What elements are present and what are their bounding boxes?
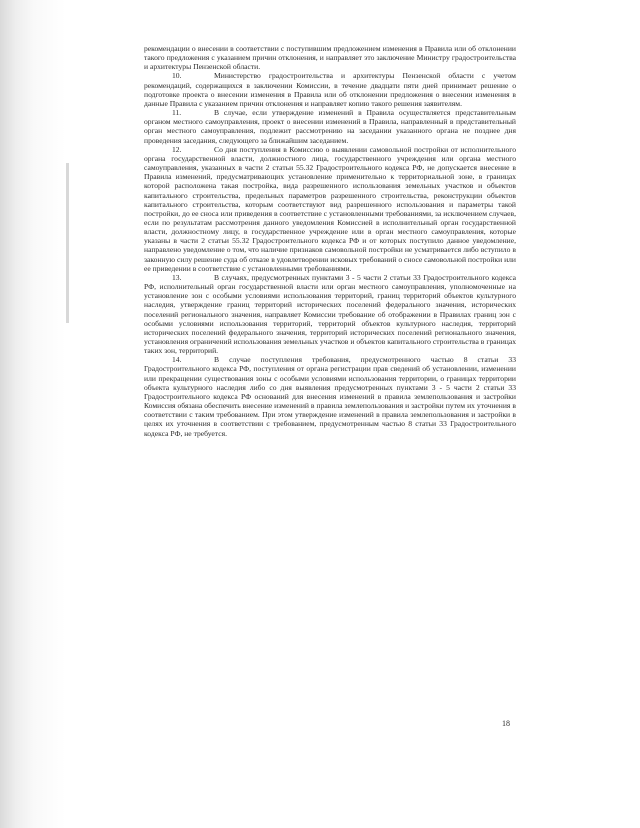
paragraph-11 xyxy=(144,108,516,145)
scan-left-edge-shadow xyxy=(0,0,66,828)
scan-binding-mark xyxy=(66,163,69,323)
document-page xyxy=(144,44,516,438)
paragraph-10 xyxy=(144,71,516,108)
paragraph-text: Министерство градостроительства и архитектуры Пензенской области с учетом рекомендаций, содержащихся в заключении Комиссии, в течение двадцати пяти дней принимает решение о подготовке проекта о внесении изменения в Правила или об отклонении предложения о внесении изменения в данные Правила с указанием причин отклонения и направляет копию такого решения заявителям. xyxy=(144,71,516,108)
intro-paragraph: рекомендации о внесении в соответствии с поступившим предложением изменения в Правила или об отклонении такого предложения с указанием причин отклонения, и направляет это заключение Министру градостроительства и архитектуры Пензенской области. xyxy=(144,44,516,72)
paragraph-text: В случае, если утверждение изменений в Правила осуществляется представительным органом местного самоуправления, проект о внесении изменений в Правила, направленный в представительный орган местного самоуправления, подлежит рассмотрению на заседании указанного органа не позднее дня проведения заседания, следующего за ближайшим заседанием. xyxy=(144,108,516,145)
paragraph-12 xyxy=(144,145,516,273)
paragraph-number: 13. xyxy=(172,272,182,282)
paragraph-text: В случаях, предусмотренных пунктами 3 - 5 части 2 статьи 33 Градостроительного кодекса РФ, исполнительный орган государственной власти или орган местного самоуправления, уполномоченные на установление зон с особыми условиями использования территорий, границ территорий объектов культурного наследия, утверждение границ территорий исторических поселений федерального значения, исторических поселений регионального значения, направляет Комиссии требование об отображении в Правилах границ зон с особыми условиями использования территорий, территорий объектов культурного наследия, территорий исторических поселений федерального значения, территорий исторических поселений регионального значения, установления ограничений использования земельных участков и объектов капитального строительства в границах таких зон, территорий. xyxy=(144,272,516,356)
paragraph-number: 10. xyxy=(172,71,182,81)
paragraph-text: В случае поступления требования, предусмотренного частью 8 статьи 33 Градостроительного кодекса РФ, поступления от органа регистрации прав сведений об установлении, изменении или прекращении существования зоны с особыми условиями использования территории, о границах территории объекта культурного наследия либо со дня выявления предусмотренных пунктами 3 - 5 части 2 статьи 33 Градостроительного кодекса РФ оснований для внесения изменений в правила землепользования и застройки Комиссия обязана обеспечить внесение изменений в правила землепользования и застройки путем их уточнения в соответствии с таким требованием. При этом утверждение изменений в правила землепользования и застройки в целях их уточнения в соответствии с требованием, предусмотренным частью 8 статьи 33 Градостроительного кодекса РФ, не требуется. xyxy=(144,355,516,438)
paragraph-number: 12. xyxy=(172,144,182,154)
paragraph-13 xyxy=(144,273,516,355)
paragraph-number: 14. xyxy=(172,355,182,365)
paragraph-text: Со дня поступления в Комиссию о выявлении самовольной постройки от исполнительного органа государственной власти, должностного лица, государственного учреждения или органа местного самоуправления, указанных в части 2 статьи 55.32 Градостроительного кодекса РФ, не допускается внесение в Правила изменений, предусматривающих установление применительно к территориальной зоне, в границах которой расположена такая постройка, вида разрешенного использования земельных участков и объектов капитального строительства, предельных параметров разрешенного строительства, реконструкции объектов капитального строительства, которым соответствуют вид разрешенного использования и параметры такой постройки, до ее сноса или приведения в соответствие с установленными требованиями, за исключением случаев, если по результатам рассмотрения данного уведомления Комиссией в исполнительный орган государственной власти, должностному лицу, в государственное учреждение или в орган местного самоуправления, которые указаны в части 2 статьи 55.32 Градостроительного кодекса РФ и от которых поступило данное уведомление, направлено уведомление о том, что наличие признаков самовольной постройки не усматривается либо вступило в законную силу решение суда об отказе в удовлетворении исковых требований о сносе самовольной постройки или ее приведении в соответствие с установленными требованиями. xyxy=(144,144,516,273)
page-number: 18 xyxy=(502,719,510,728)
paragraph-number: 11. xyxy=(172,108,182,118)
paragraph-14 xyxy=(144,355,516,437)
